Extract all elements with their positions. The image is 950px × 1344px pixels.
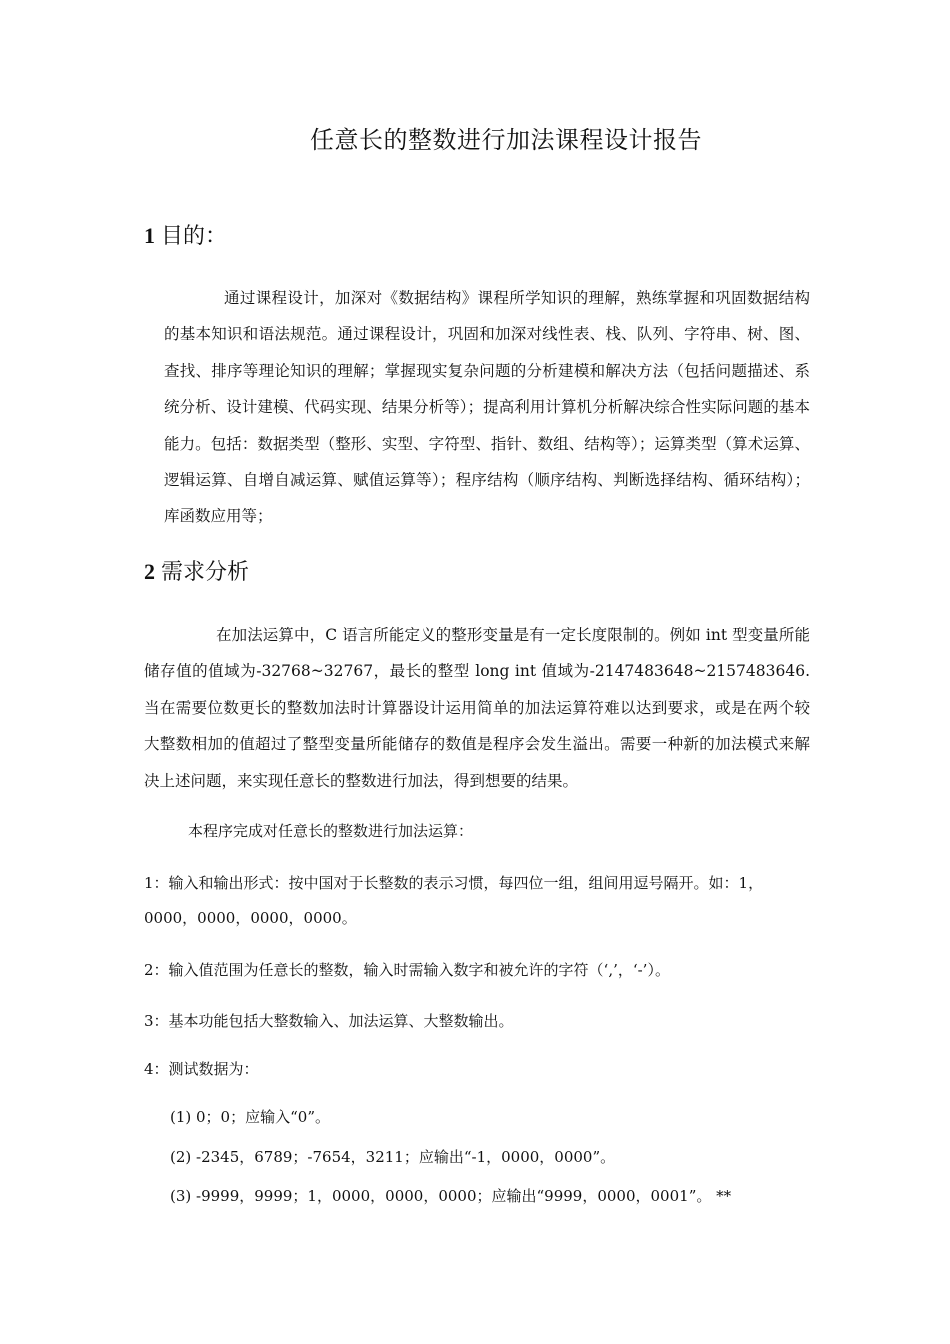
requirement-item-3: 3：基本功能包括大整数输入、加法运算、大整数输出。 [144,1012,514,1030]
section-2-number: 2 [144,559,155,584]
section-2-heading [144,555,249,586]
section-2-title: 需求分析 [161,560,250,585]
section-1-number: 1 [144,223,155,248]
section-1-heading [144,219,227,250]
requirement-item-1: 1：输入和输出形式：按中国对于长整数的表示习惯，每四位一组，组间用逗号隔开。如：1， [144,874,764,892]
requirement-item-4: 4：测试数据为： [144,1060,259,1078]
section-1-title: 目的： [161,224,228,249]
test-case-3: (3) -9999，9999；1，0000，0000，0000；应输出“9999，0000，0001”。 ** [170,1187,732,1205]
section-2-paragraph: 在加法运算中，C 语言所能定义的整形变量是有一定长度限制的。例如 int 型变量所能储存值的值域为-32768~32767，最长的整型 long int 值域为-2147483648~2157483646. 当在需要位数更长的整数加法时计算器设计运用简单的加法运算符难以达到要求，或是在两个较大整数相加的值超过了整型变量所能储存的数值是程序会发生溢出。需要一种新的加法模式来解决上述问题，来实现任意长的整数进行加法，得到想要的结果。 [144,626,810,790]
test-case-2: (2) -2345，6789；-7654，3211；应输出“-1，0000，0000”。 [170,1148,616,1166]
program-intro: 本程序完成对任意长的整数进行加法运算： [188,822,474,840]
report-title: 任意长的整数进行加法课程设计报告 [310,126,702,154]
requirement-item-2: 2：输入值范围为任意长的整数，输入时需输入数字和被允许的字符（‘,’，‘-’）。 [144,961,670,979]
requirement-item-1-continued: 0000，0000，0000，0000。 [144,909,357,927]
test-case-1: (1) 0；0；应输入“0”。 [170,1108,330,1126]
section-1-paragraph: 通过课程设计，加深对《数据结构》课程所学知识的理解，熟练掌握和巩固数据结构的基本知识和语法规范。通过课程设计，巩固和加深对线性表、栈、队列、字符串、树、图、查找、排序等理论知识的理解；掌握现实复杂问题的分析建模和解决方法（包括问题描述、系统分析、设计建模、代码实现、结果分析等）；提高利用计算机分析解决综合性实际问题的基本能力。包括：数据类型（整形、实型、字符型、指针、数组、结构等）；运算类型（算术运算、逻辑运算、自增自减运算、赋值运算等）；程序结构（顺序结构、判断选择结构、循环结构）；库函数应用等； [164,289,810,526]
